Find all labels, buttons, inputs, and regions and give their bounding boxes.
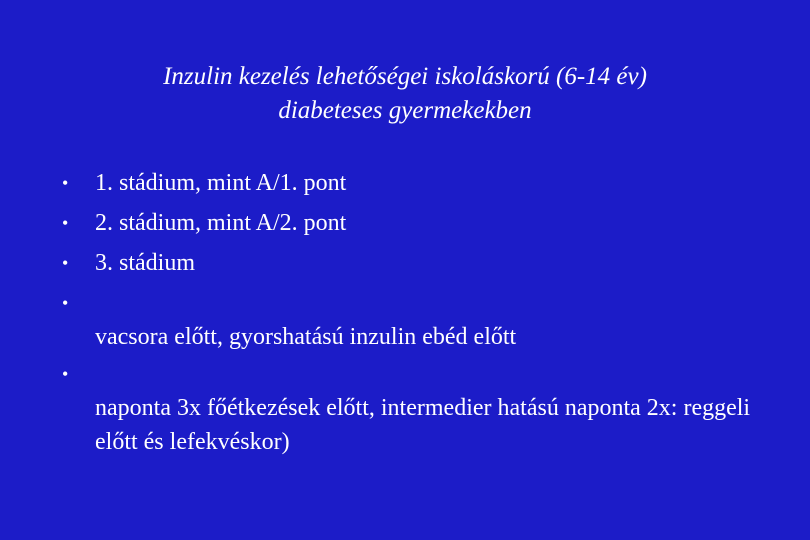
bullet-list (62, 163, 762, 459)
bullet-item-2 (62, 203, 762, 243)
bullet-text: vacsora előtt, gyorshatású inzulin ebéd előtt (95, 324, 517, 350)
bullet-icon: • (62, 293, 69, 313)
slide-title (60, 60, 750, 128)
bullet-text: 2. stádium, mint A/2. pont (95, 210, 347, 236)
bullet-text: 1. stádium, mint A/1. pont (95, 170, 347, 196)
bullet-icon: • (62, 173, 69, 193)
bullet-item-4 (62, 283, 762, 354)
bullet-text: 3. stádium (95, 250, 195, 276)
bullet-icon: • (62, 253, 69, 273)
bullet-item-5 (62, 354, 762, 459)
slide-title-line-2: diabeteses gyermekekben (278, 97, 532, 124)
bullet-item-1 (62, 163, 762, 203)
bullet-icon: • (62, 213, 69, 233)
bullet-text: naponta 3x főétkezések előtt, intermedier hatású naponta 2x: reggeli előtt és lefekvéskor) (95, 395, 751, 455)
slide-title-line-1: Inzulin kezelés lehetőségei iskoláskorú (6-14 év) (163, 63, 647, 90)
bullet-icon: • (62, 364, 69, 384)
bullet-item-3 (62, 243, 762, 283)
